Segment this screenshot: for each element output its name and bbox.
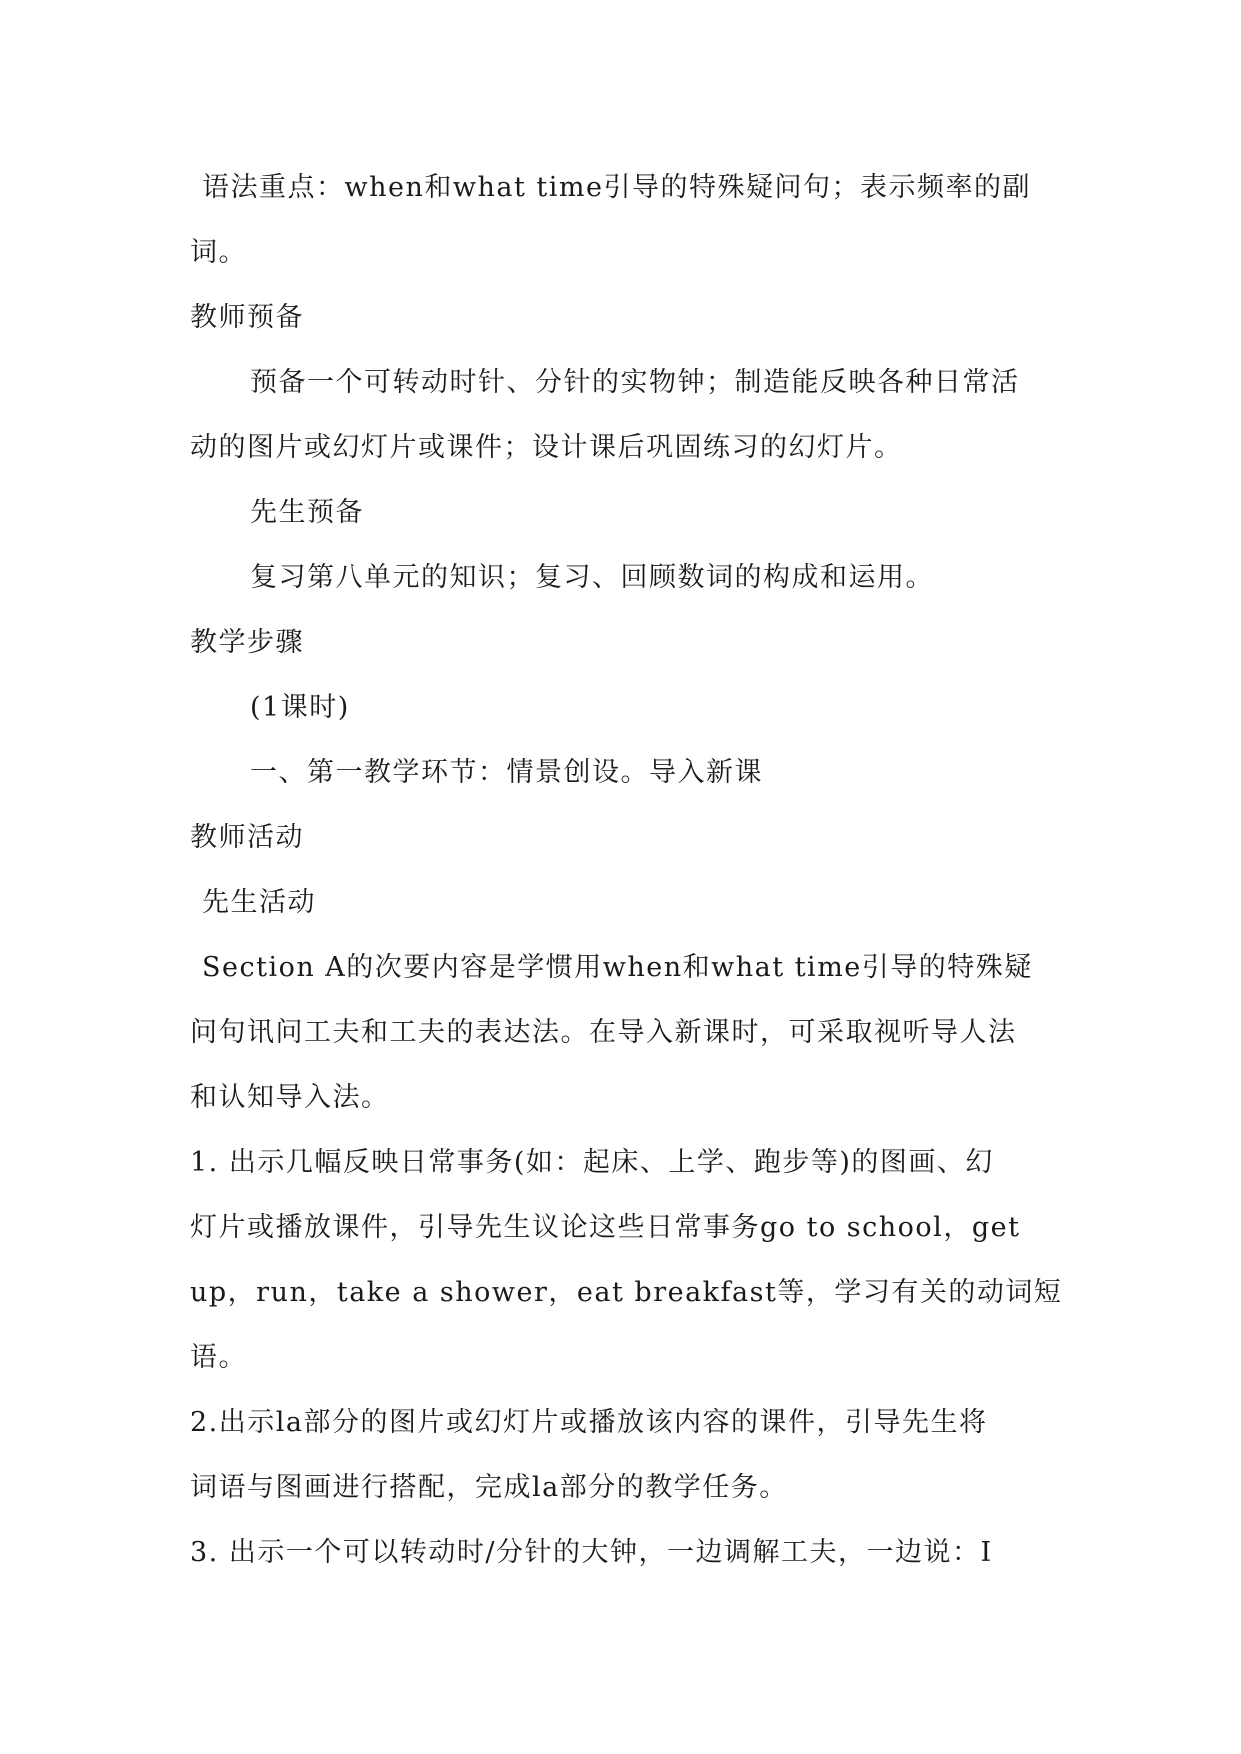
text-line: 3. 出示一个可以转动时/分针的大钟，一边调解工夫，一边说：I xyxy=(190,1537,993,1568)
text-line: up，run，take a shower，eat breakfast等，学习有关的动词短 xyxy=(190,1277,1063,1308)
text-line: 动的图片或幻灯片或课件；设计课后巩固练习的幻灯片。 xyxy=(190,432,903,463)
text-line: 预备一个可转动时针、分针的实物钟；制造能反映各种日常活 xyxy=(250,367,1020,398)
text-line: 词。 xyxy=(190,237,247,268)
text-line: 问句讯问工夫和工夫的表达法。在导入新课时，可采取视听导人法 xyxy=(190,1017,1017,1048)
section-heading: 教学步骤 xyxy=(190,627,304,658)
section-heading: 教师预备 xyxy=(190,302,304,333)
text-line: 语法重点：when和what time引导的特殊疑问句；表示频率的副 xyxy=(202,172,1031,203)
text-line: 语。 xyxy=(190,1342,247,1373)
text-line: Section A的次要内容是学惯用when和what time引导的特殊疑 xyxy=(202,952,1033,983)
section-heading: 先生活动 xyxy=(202,887,316,918)
section-heading: 先生预备 xyxy=(250,497,364,528)
text-line: 词语与图画进行搭配，完成la部分的教学任务。 xyxy=(190,1472,788,1503)
text-line: 灯片或播放课件，引导先生议论这些日常事务go to school，get xyxy=(190,1212,1021,1243)
text-line: 2.出示la部分的图片或幻灯片或播放该内容的课件，引导先生将 xyxy=(190,1407,988,1438)
text-line: 1. 出示几幅反映日常事务(如：起床、上学、跑步等)的图画、幻 xyxy=(190,1147,994,1178)
document-body xyxy=(190,155,1063,1585)
section-heading: 教师活动 xyxy=(190,822,304,853)
text-line: 一、第一教学环节：情景创设。导入新课 xyxy=(250,757,763,788)
text-line: (1课时) xyxy=(250,692,350,723)
text-line: 复习第八单元的知识；复习、回顾数词的构成和运用。 xyxy=(250,562,934,593)
text-line: 和认知导入法。 xyxy=(190,1082,390,1113)
